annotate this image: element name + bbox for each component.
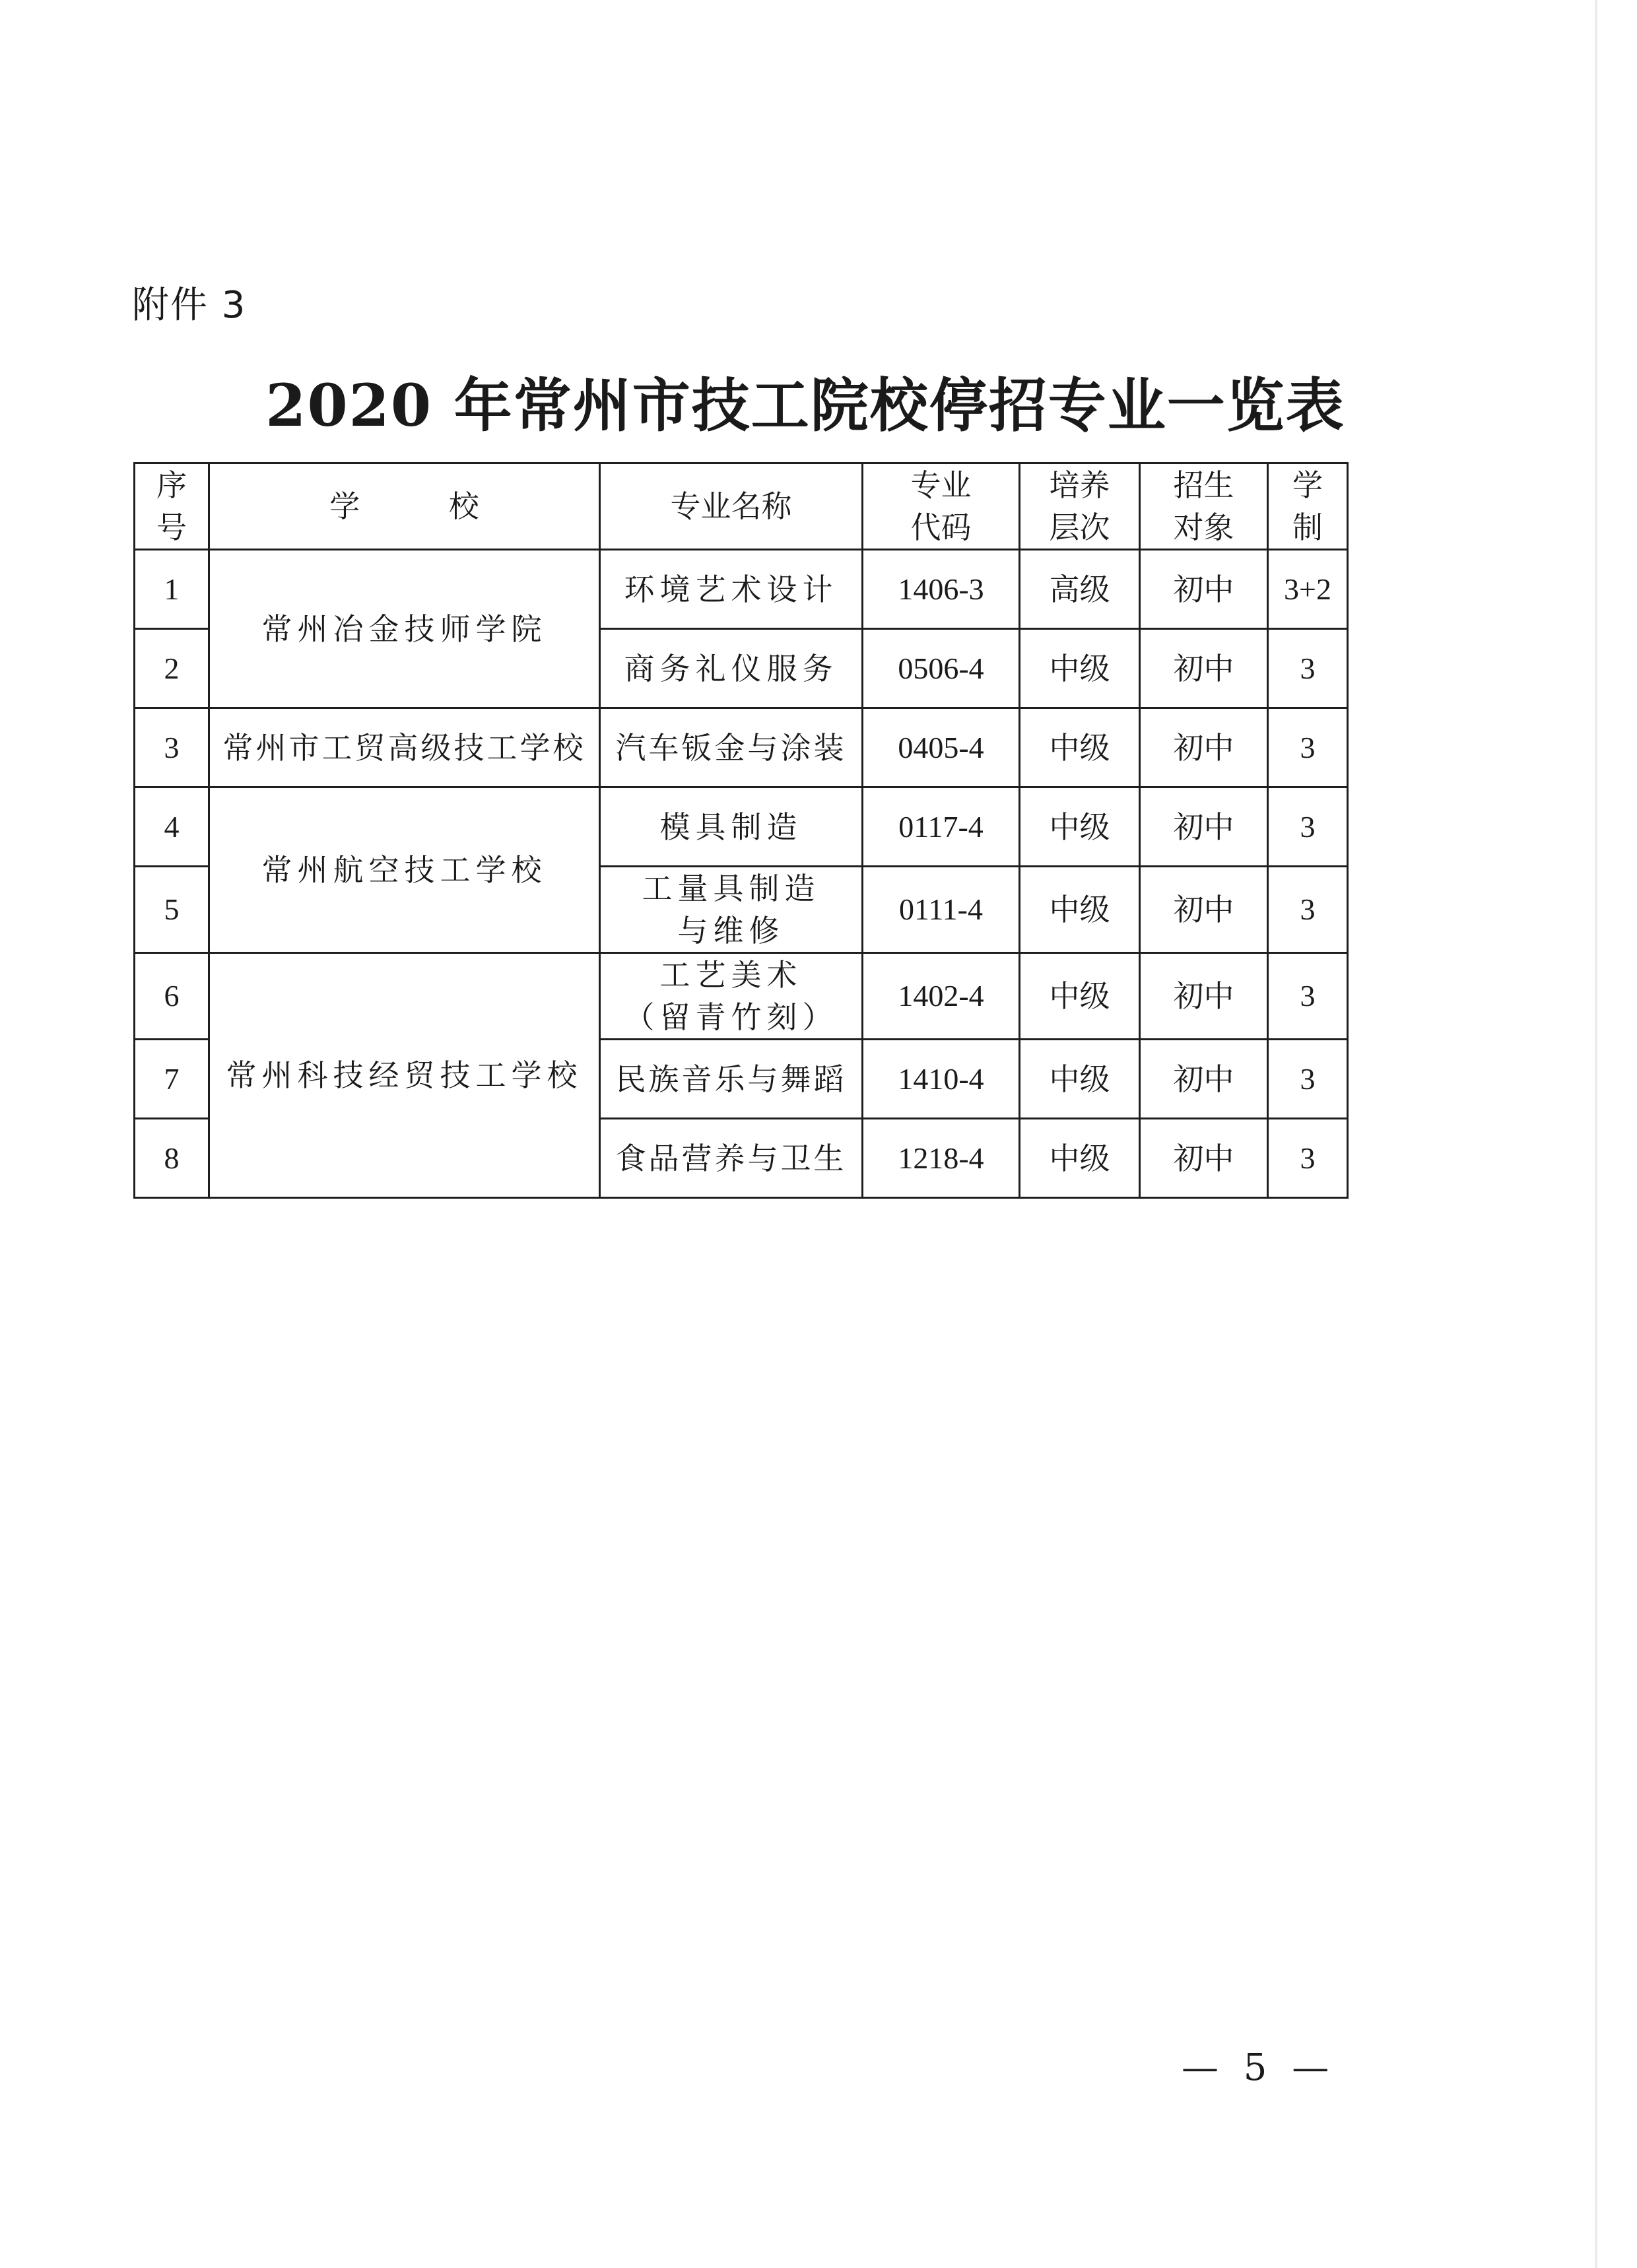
cell-code: 1406-3 xyxy=(863,550,1020,629)
cell-target: 初中 xyxy=(1140,708,1268,787)
cell-level: 中级 xyxy=(1020,1040,1140,1119)
header-years: 学 制 xyxy=(1268,463,1348,550)
cell-target: 初中 xyxy=(1140,867,1268,953)
cell-school: 常州航空技工学校 xyxy=(209,787,600,953)
cell-target: 初中 xyxy=(1140,787,1268,867)
cell-level: 中级 xyxy=(1020,787,1140,867)
cell-seq: 8 xyxy=(135,1119,209,1198)
cell-major: 模具制造 xyxy=(600,787,863,867)
cell-code: 0506-4 xyxy=(863,629,1020,708)
cell-code: 1410-4 xyxy=(863,1040,1020,1119)
attachment-label: 附件 3 xyxy=(132,284,247,327)
cell-years: 3+2 xyxy=(1268,550,1348,629)
cell-school: 常州市工贸高级技工学校 xyxy=(209,708,600,787)
cell-school: 常州冶金技师学院 xyxy=(209,550,600,708)
cell-years: 3 xyxy=(1268,953,1348,1040)
header-level: 培养 层次 xyxy=(1020,463,1140,550)
table-header-row xyxy=(135,463,1348,550)
cell-seq: 7 xyxy=(135,1040,209,1119)
cell-years: 3 xyxy=(1268,787,1348,867)
cell-major: 工艺美术 （留青竹刻） xyxy=(600,953,863,1040)
scan-edge xyxy=(1595,0,1597,2268)
cell-years: 3 xyxy=(1268,1040,1348,1119)
cell-level: 高级 xyxy=(1020,550,1140,629)
header-seq: 序 号 xyxy=(135,463,209,550)
cell-major: 汽车钣金与涂装 xyxy=(600,708,863,787)
cell-level: 中级 xyxy=(1020,953,1140,1040)
cell-code: 0111-4 xyxy=(863,867,1020,953)
cell-target: 初中 xyxy=(1140,629,1268,708)
cell-code: 0117-4 xyxy=(863,787,1020,867)
cell-major: 环境艺术设计 xyxy=(600,550,863,629)
cell-seq: 3 xyxy=(135,708,209,787)
cell-years: 3 xyxy=(1268,708,1348,787)
cell-major: 商务礼仪服务 xyxy=(600,629,863,708)
cell-major: 食品营养与卫生 xyxy=(600,1119,863,1198)
table-row xyxy=(135,953,1348,1040)
cell-level: 中级 xyxy=(1020,708,1140,787)
header-major: 专业名称 xyxy=(600,463,863,550)
cell-years: 3 xyxy=(1268,867,1348,953)
cell-major: 工量具制造 与维修 xyxy=(600,867,863,953)
table-row xyxy=(135,708,1348,787)
header-code: 专业 代码 xyxy=(863,463,1020,550)
cell-seq: 2 xyxy=(135,629,209,708)
cell-level: 中级 xyxy=(1020,629,1140,708)
cell-seq: 4 xyxy=(135,787,209,867)
cell-target: 初中 xyxy=(1140,1040,1268,1119)
cell-major: 民族音乐与舞蹈 xyxy=(600,1040,863,1119)
cell-target: 初中 xyxy=(1140,550,1268,629)
cell-years: 3 xyxy=(1268,1119,1348,1198)
table-row xyxy=(135,550,1348,629)
cell-code: 0405-4 xyxy=(863,708,1020,787)
header-school: 学 校 xyxy=(209,463,600,550)
cell-target: 初中 xyxy=(1140,1119,1268,1198)
cell-code: 1218-4 xyxy=(863,1119,1020,1198)
cell-code: 1402-4 xyxy=(863,953,1020,1040)
cell-years: 3 xyxy=(1268,629,1348,708)
cell-level: 中级 xyxy=(1020,867,1140,953)
cell-target: 初中 xyxy=(1140,953,1268,1040)
closed-majors-table xyxy=(133,462,1349,1199)
cell-seq: 5 xyxy=(135,867,209,953)
page-number: — 5 — xyxy=(1182,2046,1336,2089)
cell-seq: 6 xyxy=(135,953,209,1040)
cell-seq: 1 xyxy=(135,550,209,629)
cell-level: 中级 xyxy=(1020,1119,1140,1198)
cell-school: 常州科技经贸技工学校 xyxy=(209,953,600,1198)
header-target: 招生 对象 xyxy=(1140,463,1268,550)
document-title: 2020 年常州市技工院校停招专业一览表 xyxy=(265,371,1345,440)
table-row xyxy=(135,787,1348,867)
